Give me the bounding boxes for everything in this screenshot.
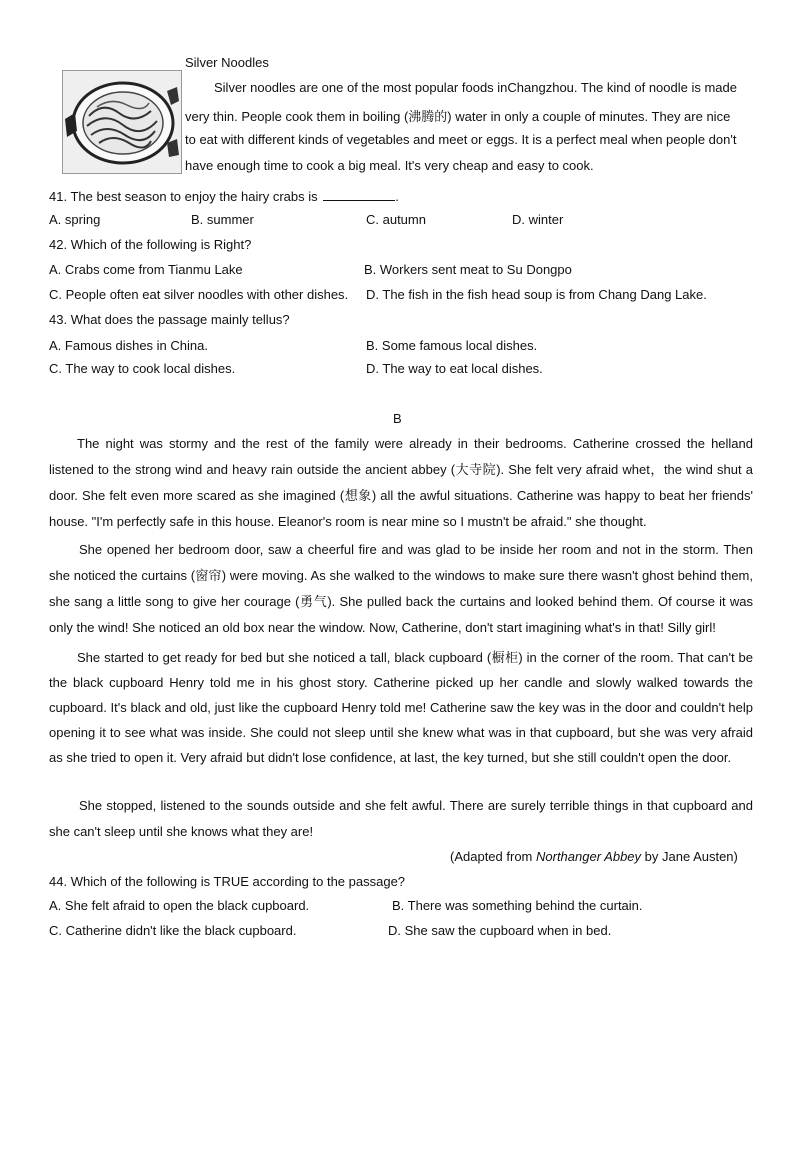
passage-line: have enough time to cook a big meal. It's very cheap and easy to cook. [185,158,594,173]
noodle-bowl-illustration [63,71,181,173]
passage-line: Silver noodles are one of the most popular foods inChangzhou. The kind of noodle is made [214,80,737,95]
option-43-b[interactable]: B. Some famous local dishes. [366,338,538,353]
passage-paragraph: She opened her bedroom door, saw a cheerful fire and was glad to be inside her room and not in the storm. Then she noticed the curtains (窗帘) were moving. As she walked to the windows to make sure there wasn't ghost behind them, she sang a little song to give her courage (勇气). She pulled back the curtains and looked behind them. Of course it was only the wind! She noticed an old box near the window. Now, Catherine, don't start imagining what's in that! Silly girl! [49,542,753,635]
question-42 [49,237,251,252]
source-citation [450,849,738,864]
question-number: 42. [49,237,68,252]
passage-line: very thin. People cook them in boiling (沸腾的) water in only a couple of minutes. They are nice [185,109,731,124]
option-43-a[interactable]: A. Famous dishes in China. [49,338,208,353]
question-number: 44. [49,874,68,889]
option-43-d[interactable]: D. The way to eat local dishes. [366,361,543,376]
question-number: 43. [49,312,68,327]
passage-paragraph: She started to get ready for bed but she noticed a tall, black cupboard (橱柜) in the corner of the room. That can't be the black cupboard Henry told me in his ghost story. Catherine picked up her candle and slowly walked towards the cupboard. It's black and old, just like the cupboard Henry told me! Catherine saw the key was in the door and couldn't help opening it to see what was inside. She could not sleep until she knew what was in that cupboard, but she was very afraid as she tried to open it. Very afraid but didn't lose confidence, at last, the key turned, but she still couldn't open the door. [49,650,753,765]
option-44-d[interactable]: D. She saw the cupboard when in bed. [388,923,612,938]
question-41 [49,188,399,204]
passage-line: to eat with different kinds of vegetables and meet or eggs. It is a perfect meal when people don't [185,132,737,147]
option-42-b[interactable]: B. Workers sent meat to Su Dongpo [364,262,572,277]
option-44-b[interactable]: B. There was something behind the curtain. [392,898,643,913]
question-44 [49,874,405,889]
passage-paragraph: She stopped, listened to the sounds outside and she felt awful. There are surely terrible things in that cupboard and she can't sleep until she knows what they are! [49,798,753,839]
question-text: The best season to enjoy the hairy crabs is [70,189,318,204]
answer-blank[interactable] [323,188,395,201]
question-text: Which of the following is TRUE according to the passage? [70,874,406,889]
option-43-c[interactable]: C. The way to cook local dishes. [49,361,236,376]
option-41-c[interactable]: C. autumn [366,212,426,227]
option-41-d[interactable]: D. winter [512,212,564,227]
source-prefix: (Adapted from [450,849,536,864]
source-suffix: by Jane Austen) [641,849,738,864]
option-42-c[interactable]: C. People often eat silver noodles with other dishes. [49,287,349,302]
question-text: What does the passage mainly tellus? [70,312,290,327]
question-tail: . [395,189,399,204]
passage-title: Silver Noodles [185,55,269,70]
question-number: 41. [49,189,68,204]
silver-noodles-image [62,70,182,174]
question-43 [49,312,290,327]
source-title: Northanger Abbey [536,849,642,864]
option-44-c[interactable]: C. Catherine didn't like the black cupboard. [49,923,297,938]
option-42-d[interactable]: D. The fish in the fish head soup is from Chang Dang Lake. [366,287,707,302]
option-41-a[interactable]: A. spring [49,212,101,227]
passage-paragraph: The night was stormy and the rest of the family were already in their bedrooms. Catherine crossed the helland listened to the strong wind and heavy rain outside the ancient abbey (大寺院). She felt very afraid whet，the wind shut a door. She felt even more scared as she imagined (想象) all the awful situations. Catherine was happy to beat her friends' house. "I'm perfectly safe in this house. Eleanor's room is near mine so I mustn't be afraid." she thought. [49,436,753,529]
section-heading: B [393,411,402,426]
option-42-a[interactable]: A. Crabs come from Tianmu Lake [49,262,243,277]
question-text: Which of the following is Right? [70,237,252,252]
option-44-a[interactable]: A. She felt afraid to open the black cupboard. [49,898,310,913]
option-41-b[interactable]: B. summer [191,212,254,227]
